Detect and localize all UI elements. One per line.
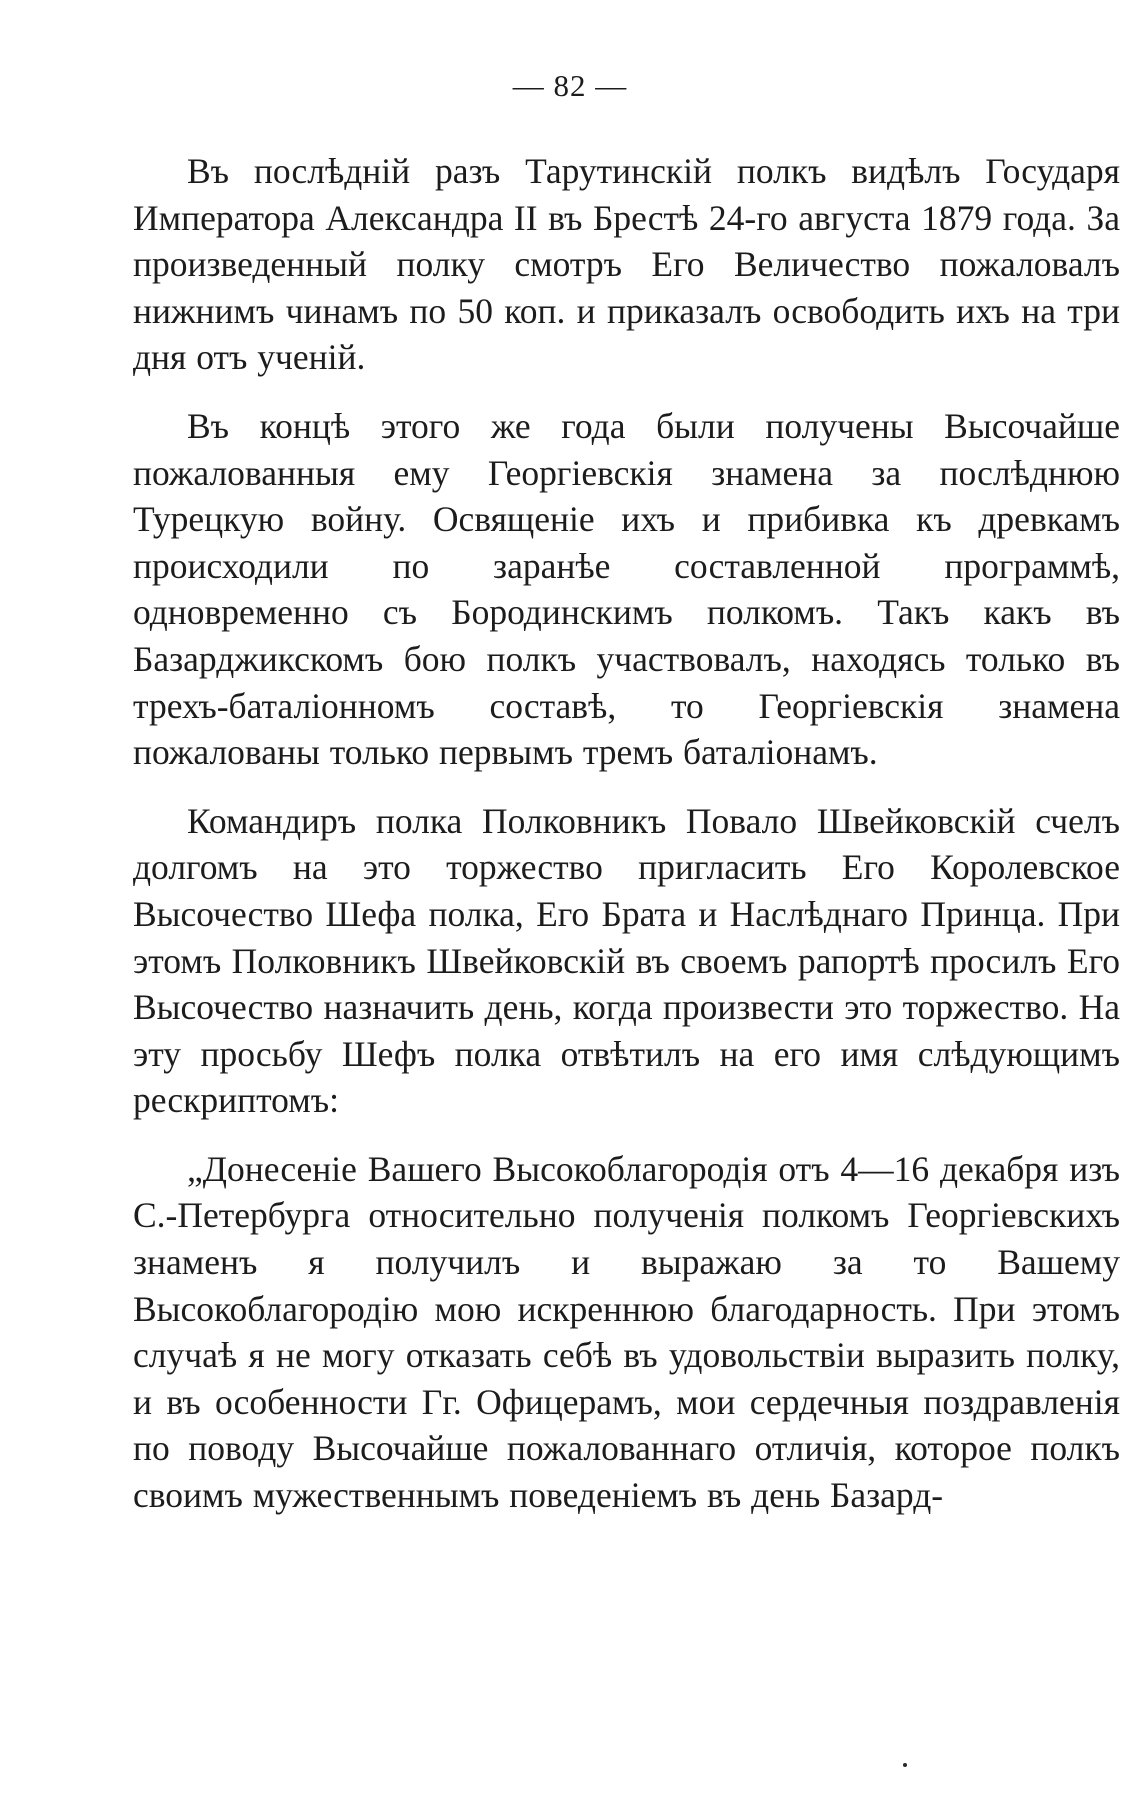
- paragraph-st-george-banners: Въ концѣ этого же года были получены Высочайше пожалованныя ему Георгіевскія знамена за послѣднюю Турецкую войну. Освященіе ихъ и прибивка къ древкамъ происходили по заранѣе составленной программѣ, одновременно съ Бородинскимъ полкомъ. Такъ какъ въ Базарджикскомъ бою полкъ участвовалъ, находясь только въ трехъ-баталіонномъ составѣ, то Георгіевскія знамена пожалованы только первымъ тремъ баталіонамъ.: [133, 405, 1120, 773]
- print-speck: [903, 1763, 907, 1767]
- paragraph-tarutino-review: Въ послѣдній разъ Тарутинскій полкъ видѣлъ Государя Императора Александра II въ Брестѣ 24-го августа 1879 года. За произведенный полку смотръ Его Величество пожаловалъ нижнимъ чинамъ по 50 коп. и приказалъ освободить ихъ на три дня отъ ученій.: [133, 151, 1120, 378]
- paragraph-commander-invitation: Командиръ полка Полковникъ Повало Швейковскій счелъ долгомъ на это торжество пригласить Его Королевское Высочество Шефа полка, Его Брата и Наслѣднаго Принца. При этомъ Полковникъ Швейковскій въ своемъ рапортѣ просилъ Его Высочество назначить день, когда произвести это торжество. На эту просьбу Шефъ полка отвѣтилъ на его имя слѣдующимъ рескриптомъ:: [133, 800, 1120, 1121]
- body-text: [133, 148, 1120, 1519]
- paragraph-rescript-quote: „Донесеніе Вашего Высокоблагородія отъ 4—16 декабря изъ С.-Петербурга относительно полученія полкомъ Георгіевскихъ знаменъ я получилъ и выражаю за то Вашему Высокоблагородію мою искреннюю благодарность. При этомъ случаѣ я не могу отказать себѣ въ удовольствіи выразить полку, и въ особенности Гг. Офицерамъ, мои сердечныя поздравленія по поводу Высочайше пожалованнаго отличія, которое полкъ своимъ мужественнымъ поведеніемъ въ день Базард-: [133, 1148, 1120, 1516]
- page-number: — 82 —: [512, 68, 628, 103]
